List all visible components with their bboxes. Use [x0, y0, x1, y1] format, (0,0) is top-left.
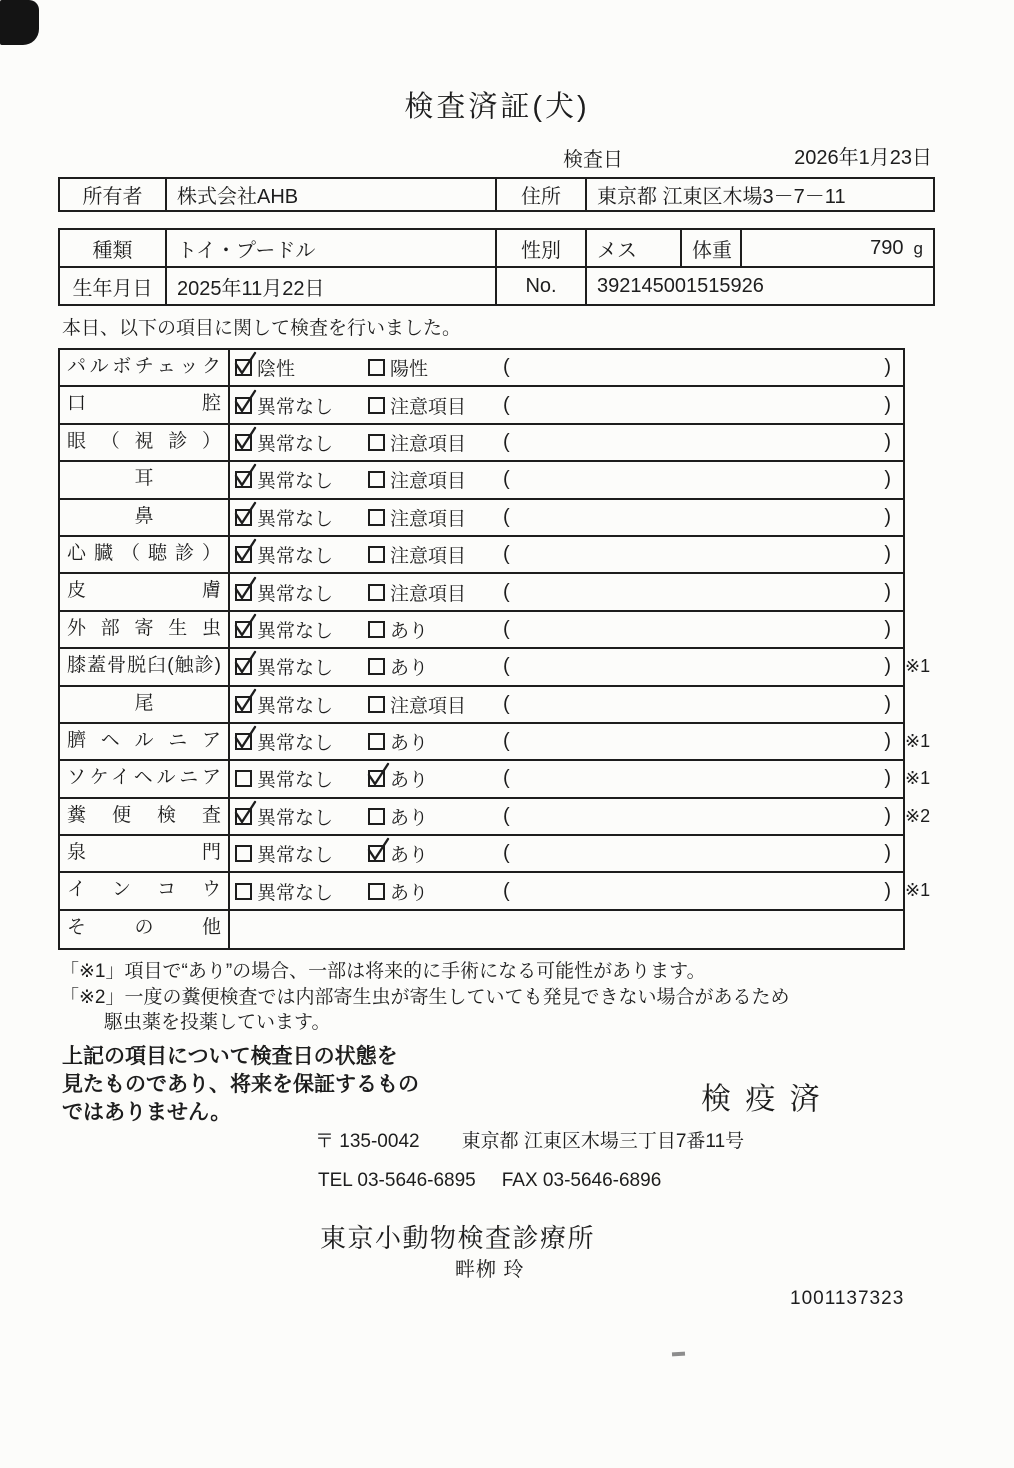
- option-1: [235, 616, 368, 643]
- check-mark-icon: [233, 537, 257, 563]
- item-label: 耳: [60, 462, 230, 497]
- paren-field: [501, 730, 903, 753]
- option-label: 異常なし: [257, 845, 334, 867]
- option-label: 異常なし: [257, 733, 334, 755]
- clinic-tel-row: [318, 1170, 661, 1192]
- paren-close: ): [884, 879, 891, 902]
- option-1: [235, 803, 368, 830]
- option-label: 注意項目: [390, 583, 467, 605]
- option-1: [235, 878, 368, 905]
- checkbox-icon: [368, 808, 385, 825]
- weight-value: 790: [870, 236, 904, 259]
- note-mark: ※2: [905, 805, 931, 826]
- checkbox-icon: [235, 584, 252, 601]
- option-1: [235, 728, 368, 755]
- checkbox-icon: [368, 770, 385, 787]
- note-mark: ※1: [905, 880, 931, 901]
- item-options: [230, 350, 903, 385]
- intro-text: 本日、以下の項目に関して検査を行いました。: [62, 318, 462, 339]
- option-1: [235, 466, 368, 493]
- disclaimer-line-2: 見たものであり、将来を保証するもの: [62, 1073, 419, 1096]
- option-label: あり: [390, 658, 429, 680]
- paren-open: (: [503, 692, 510, 715]
- checkbox-icon: [235, 733, 252, 750]
- option-label: 異常なし: [257, 695, 334, 717]
- inspection-date-label: 検査日: [563, 149, 623, 171]
- weight-label: 体重: [681, 229, 741, 267]
- item-label: 糞便検査: [60, 799, 230, 834]
- option-label: 注意項目: [390, 433, 467, 455]
- birth-date-value: 2025年11月22日: [166, 267, 496, 305]
- inspection-row: [60, 836, 903, 873]
- check-mark-icon: [233, 724, 257, 750]
- item-options: [230, 649, 903, 684]
- paren-open: (: [503, 580, 510, 603]
- inspection-row: [60, 350, 903, 387]
- paren-field: [501, 880, 903, 903]
- item-label: 外部寄生虫: [60, 612, 230, 647]
- paren-open: (: [503, 430, 510, 453]
- postal-code: 〒 135-0042: [315, 1131, 420, 1152]
- scan-artifact-dash: [672, 1352, 685, 1357]
- paren-close: ): [884, 468, 891, 491]
- paren-field: [501, 431, 903, 454]
- option-label: あり: [390, 733, 429, 755]
- checkbox-icon: [235, 621, 252, 638]
- sex-value: メス: [586, 229, 681, 267]
- scan-artifact-corner: [0, 0, 39, 45]
- checkbox-icon: [235, 658, 252, 675]
- sex-label: 性別: [496, 229, 586, 267]
- option-1: [235, 653, 368, 680]
- quarantine-stamp: 検 疫 済: [701, 1083, 823, 1116]
- option-2: [368, 728, 501, 755]
- inspection-row: [60, 574, 903, 611]
- paren-close: ): [884, 430, 891, 453]
- option-label: 異常なし: [257, 770, 334, 792]
- item-label: 眼（視診）: [60, 425, 230, 460]
- paren-close: ): [884, 543, 891, 566]
- item-label: 泉門: [60, 836, 230, 871]
- document-title: 検査済証(犬): [404, 91, 590, 123]
- clinic-postal-row: [315, 1126, 744, 1153]
- option-label: 注意項目: [390, 508, 467, 530]
- item-options: [230, 799, 903, 834]
- paren-close: ): [884, 655, 891, 678]
- option-2: [368, 691, 501, 718]
- checkbox-icon: [368, 696, 385, 713]
- option-label: あり: [390, 807, 429, 829]
- check-mark-icon: [233, 500, 257, 526]
- clinic-tel: TEL 03-5646-6895: [318, 1170, 476, 1191]
- item-options: [230, 873, 903, 908]
- item-label: その他: [60, 911, 230, 948]
- checkbox-icon: [235, 546, 252, 563]
- option-1: [235, 840, 368, 867]
- paren-close: ): [884, 730, 891, 753]
- check-mark-icon: [233, 612, 257, 638]
- item-options: [230, 537, 903, 572]
- checkbox-icon: [368, 546, 385, 563]
- item-label: 臍ヘルニア: [60, 724, 230, 759]
- footnote-2-continued: 駆虫薬を投薬しています。: [104, 1012, 331, 1033]
- checkbox-icon: [235, 883, 252, 900]
- option-1: [235, 765, 368, 792]
- owner-row: [59, 178, 934, 211]
- option-1: [235, 691, 368, 718]
- check-mark-icon: [233, 575, 257, 601]
- option-label: 異常なし: [257, 658, 334, 680]
- checkbox-icon: [235, 845, 252, 862]
- paren-field: [501, 618, 903, 641]
- paren-field: [501, 581, 903, 604]
- item-options: [230, 500, 903, 535]
- clinic-name: 東京小動物検査診療所: [320, 1223, 596, 1253]
- item-options: [230, 911, 903, 948]
- paren-field: [501, 468, 903, 491]
- owner-label: 所有者: [59, 178, 166, 211]
- item-label: 口腔: [60, 387, 230, 422]
- paren-close: ): [884, 617, 891, 640]
- check-mark-icon: [233, 462, 257, 488]
- paren-field: [501, 506, 903, 529]
- inspection-table: [58, 348, 931, 950]
- paren-open: (: [503, 468, 510, 491]
- owner-table: [58, 177, 935, 212]
- paren-field: [501, 655, 903, 678]
- option-label: あり: [390, 620, 429, 642]
- inspection-row: [60, 761, 931, 798]
- footnote-1: 「※1」項目で“あり”の場合、一部は将来的に手術になる可能性があります。: [60, 961, 706, 982]
- paren-close: ): [884, 356, 891, 379]
- option-label: 異常なし: [257, 433, 334, 455]
- checkbox-icon: [368, 584, 385, 601]
- option-1: [235, 504, 368, 531]
- checkbox-icon: [235, 359, 252, 376]
- note-mark: ※1: [905, 656, 931, 677]
- owner-value: 株式会社AHB: [166, 178, 496, 211]
- paren-field: [501, 842, 903, 865]
- serial-number: 1001137323: [790, 1288, 905, 1309]
- option-1: [235, 354, 368, 381]
- breed-value: トイ・プードル: [166, 229, 496, 267]
- option-label: 陽性: [390, 359, 429, 381]
- paren-open: (: [503, 393, 510, 416]
- inspection-row: [60, 425, 903, 462]
- paren-open: (: [503, 505, 510, 528]
- paren-open: (: [503, 730, 510, 753]
- clinic-address: 東京都 江東区木場三丁目7番11号: [461, 1131, 745, 1152]
- birth-date-label: 生年月日: [59, 267, 166, 305]
- inspection-row: [60, 799, 931, 836]
- paren-close: ): [884, 842, 891, 865]
- item-label: パルボチェック: [60, 350, 230, 385]
- inspection-row: [60, 537, 903, 574]
- paren-open: (: [503, 804, 510, 827]
- item-options: [230, 387, 903, 422]
- option-1: [235, 541, 368, 568]
- inspection-row: [60, 500, 903, 537]
- option-label: あり: [390, 882, 429, 904]
- option-2: [368, 840, 501, 867]
- option-label: 注意項目: [390, 396, 467, 418]
- item-label: ソケイヘルニア: [60, 761, 230, 796]
- breed-label: 種類: [59, 229, 166, 267]
- option-label: 異常なし: [257, 620, 334, 642]
- inspection-row: [60, 649, 931, 686]
- address-label: 住所: [496, 178, 586, 211]
- item-label: 膝蓋骨脱臼(触診): [60, 649, 230, 684]
- inspection-row: [60, 387, 903, 424]
- checkbox-icon: [368, 883, 385, 900]
- item-options: [230, 687, 903, 722]
- note-mark: ※1: [905, 730, 931, 751]
- paren-field: [501, 693, 903, 716]
- check-mark-icon: [233, 388, 257, 414]
- paren-close: ): [884, 580, 891, 603]
- paren-open: (: [503, 543, 510, 566]
- birth-row: [59, 267, 934, 305]
- option-label: 注意項目: [390, 546, 467, 568]
- option-2: [368, 803, 501, 830]
- item-label: インコウ: [60, 873, 230, 908]
- paren-open: (: [503, 617, 510, 640]
- checkbox-icon: [235, 696, 252, 713]
- paren-field: [501, 767, 903, 790]
- option-label: 異常なし: [257, 508, 334, 530]
- paren-close: ): [884, 804, 891, 827]
- checkbox-icon: [235, 808, 252, 825]
- checkbox-icon: [368, 733, 385, 750]
- clinic-fax: FAX 03-5646-6896: [501, 1170, 662, 1191]
- checkbox-icon: [368, 434, 385, 451]
- item-label: 心臓（聴診）: [60, 537, 230, 572]
- item-options: [230, 836, 903, 871]
- check-mark-icon: [233, 425, 257, 451]
- check-mark-icon: [233, 799, 257, 825]
- option-2: [368, 765, 501, 792]
- breed-row: [59, 229, 934, 267]
- inspection-row: [60, 911, 903, 948]
- option-label: あり: [390, 845, 429, 867]
- item-options: [230, 724, 903, 759]
- option-2: [368, 579, 501, 606]
- check-mark-icon: [233, 350, 257, 376]
- checkbox-icon: [235, 509, 252, 526]
- inspection-date-value: 2026年1月23日: [794, 147, 932, 169]
- option-label: 異常なし: [257, 546, 334, 568]
- paren-close: ): [884, 505, 891, 528]
- certificate-no-label: No.: [496, 267, 586, 305]
- checkbox-icon: [368, 621, 385, 638]
- item-options: [230, 612, 903, 647]
- check-mark-icon: [233, 649, 257, 675]
- checkbox-icon: [235, 434, 252, 451]
- paren-close: ): [884, 393, 891, 416]
- item-options: [230, 761, 903, 796]
- checkbox-icon: [235, 397, 252, 414]
- inspection-row: [60, 873, 931, 910]
- item-options: [230, 462, 903, 497]
- checkbox-icon: [368, 509, 385, 526]
- inspection-row: [60, 612, 903, 649]
- option-label: 異常なし: [257, 396, 334, 418]
- checkbox-icon: [235, 471, 252, 488]
- item-options: [230, 425, 903, 460]
- paren-open: (: [503, 356, 510, 379]
- option-2: [368, 466, 501, 493]
- option-2: [368, 392, 501, 419]
- option-label: あり: [390, 770, 429, 792]
- option-label: 注意項目: [390, 471, 467, 493]
- note-mark: ※1: [905, 768, 931, 789]
- option-label: 異常なし: [257, 583, 334, 605]
- option-label: 注意項目: [390, 695, 467, 717]
- inspection-row: [60, 462, 903, 499]
- option-1: [235, 579, 368, 606]
- address-value: 東京都 江東区木場3－7－11: [586, 178, 934, 211]
- paren-open: (: [503, 879, 510, 902]
- paren-field: [501, 805, 903, 828]
- item-options: [230, 574, 903, 609]
- item-label: 鼻: [60, 500, 230, 535]
- checkbox-icon: [368, 658, 385, 675]
- weight-unit: g: [913, 238, 923, 258]
- checkbox-icon: [368, 845, 385, 862]
- option-1: [235, 392, 368, 419]
- option-2: [368, 504, 501, 531]
- certificate-no-value: 392145001515926: [586, 267, 934, 305]
- option-label: 異常なし: [257, 471, 334, 493]
- checkbox-icon: [368, 397, 385, 414]
- paren-field: [501, 543, 903, 566]
- option-label: 陰性: [257, 359, 296, 381]
- weight-value-cell: [741, 229, 934, 267]
- footnote-2: 「※2」一度の糞便検査では内部寄生虫が寄生していても発見できない場合があるため: [60, 987, 790, 1008]
- option-label: 異常なし: [257, 882, 334, 904]
- option-2: [368, 653, 501, 680]
- paren-field: [501, 394, 903, 417]
- pet-info-table: [58, 228, 935, 306]
- inspection-row: [60, 724, 931, 761]
- option-1: [235, 429, 368, 456]
- option-2: [368, 616, 501, 643]
- veterinarian-name: 畔栁 玲: [455, 1259, 525, 1281]
- paren-close: ): [884, 692, 891, 715]
- option-2: [368, 429, 501, 456]
- check-mark-icon: [366, 761, 390, 787]
- paren-open: (: [503, 767, 510, 790]
- disclaimer-line-1: 上記の項目について検査日の状態を: [62, 1045, 398, 1068]
- paren-close: ): [884, 767, 891, 790]
- item-label: 尾: [60, 687, 230, 722]
- paren-open: (: [503, 842, 510, 865]
- check-mark-icon: [366, 836, 390, 862]
- checkbox-icon: [368, 359, 385, 376]
- paren-open: (: [503, 655, 510, 678]
- checkbox-icon: [368, 471, 385, 488]
- option-2: [368, 541, 501, 568]
- disclaimer-line-3: ではありません。: [62, 1101, 232, 1124]
- item-label: 皮膚: [60, 574, 230, 609]
- check-mark-icon: [233, 687, 257, 713]
- option-label: 異常なし: [257, 807, 334, 829]
- option-2: [368, 354, 501, 381]
- paren-field: [501, 356, 903, 379]
- checkbox-icon: [235, 770, 252, 787]
- option-2: [368, 878, 501, 905]
- inspection-row: [60, 687, 903, 724]
